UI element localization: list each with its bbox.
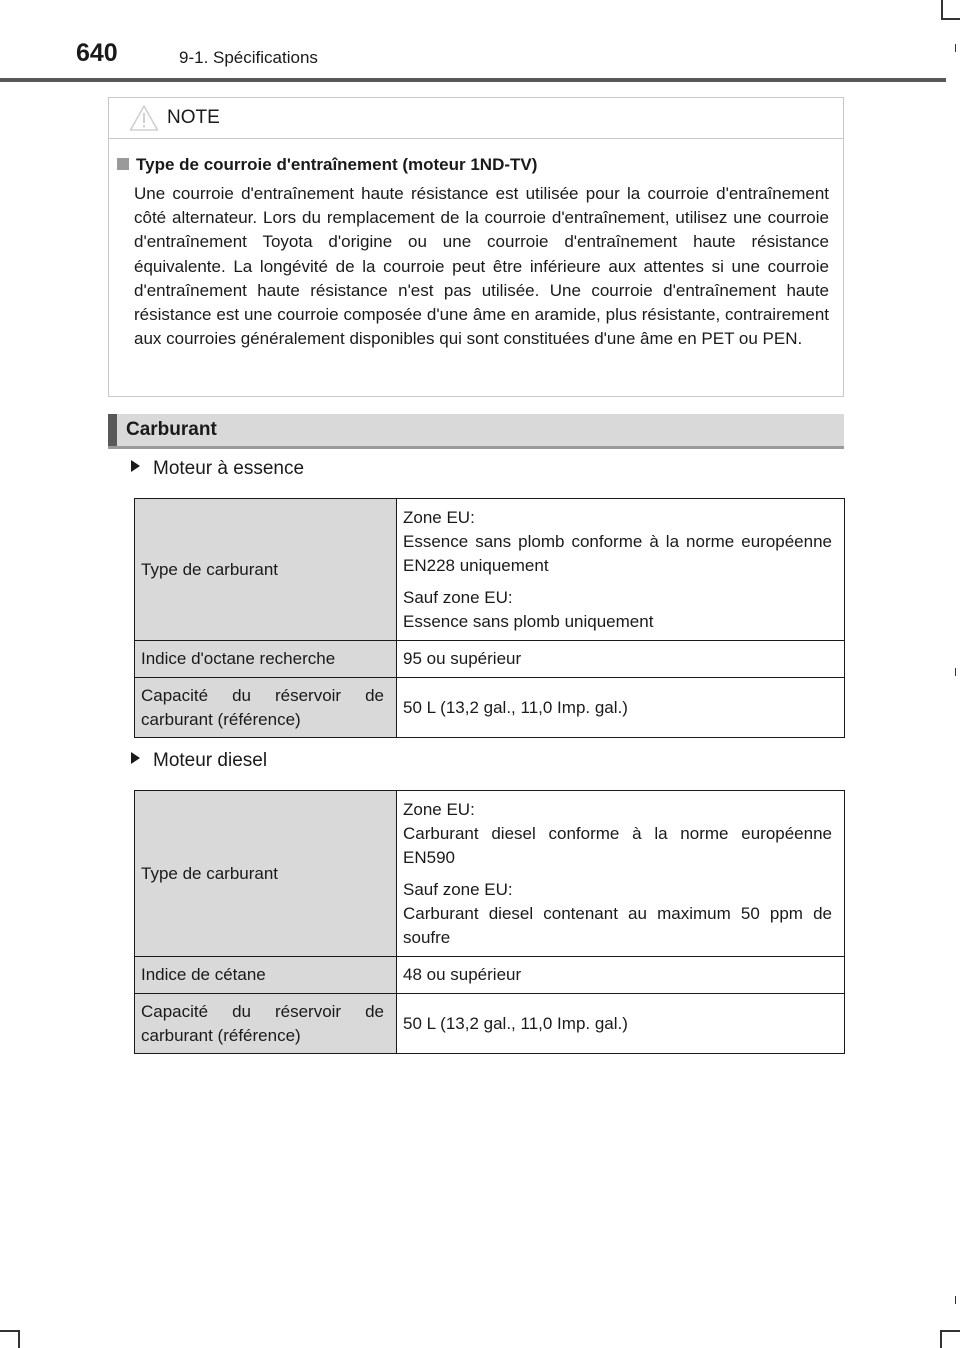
page-number: 640 — [76, 39, 118, 67]
section-band-bar — [108, 414, 117, 446]
crop-mark — [955, 1296, 956, 1304]
spec-line: Zone EU: — [403, 507, 475, 527]
warning-icon — [129, 104, 159, 132]
spec-value: 50 L (13,2 gal., 11,0 Imp. gal.) — [397, 994, 845, 1054]
square-bullet-icon — [117, 158, 129, 170]
spec-line: Sauf zone EU: — [403, 587, 513, 607]
crop-mark — [940, 1330, 960, 1332]
diesel-spec-table — [134, 790, 845, 1054]
spec-value: 95 ou supérieur — [397, 641, 845, 678]
spec-paragraph — [403, 586, 832, 634]
table-row — [135, 957, 845, 994]
spec-line: Zone EU: — [403, 799, 475, 819]
spec-line: Carburant diesel contenant au maximum 50 ppm de soufre — [403, 903, 832, 947]
header-rule — [0, 78, 946, 82]
spec-value: 50 L (13,2 gal., 11,0 Imp. gal.) — [397, 678, 845, 738]
crop-mark — [955, 668, 956, 676]
note-label: NOTE — [167, 107, 220, 128]
table-row — [135, 641, 845, 678]
spec-value — [397, 499, 845, 641]
crop-mark — [18, 1330, 20, 1348]
section-band — [108, 414, 844, 449]
section-band-title: Carburant — [126, 419, 217, 440]
petrol-heading — [131, 458, 304, 480]
table-row — [135, 499, 845, 641]
table-row — [135, 678, 845, 738]
spec-value: 48 ou supérieur — [397, 957, 845, 994]
spec-label: Type de carburant — [135, 499, 397, 641]
spec-line: Carburant diesel conforme à la norme européenne EN590 — [403, 823, 832, 867]
spec-label: Indice d'octane recherche — [135, 641, 397, 678]
diesel-heading — [131, 750, 267, 772]
section-title: 9-1. Spécifications — [179, 48, 318, 67]
note-subtitle-text: Type de courroie d'entraînement (moteur 1ND-TV) — [136, 155, 538, 174]
crop-mark — [0, 1330, 20, 1332]
note-subtitle — [117, 154, 537, 176]
page-header — [0, 0, 960, 82]
note-header — [109, 98, 843, 139]
table-row — [135, 994, 845, 1054]
spec-label: Indice de cétane — [135, 957, 397, 994]
spec-paragraph — [403, 798, 832, 870]
spec-line: Essence sans plomb uniquement — [403, 611, 654, 631]
petrol-heading-text: Moteur à essence — [153, 458, 305, 479]
spec-line: Essence sans plomb conforme à la norme européenne EN228 uniquement — [403, 531, 832, 575]
spec-value — [397, 791, 845, 957]
petrol-spec-table — [134, 498, 845, 738]
note-body: Une courroie d'entraînement haute résistance est utilisée pour la courroie d'entraînement côté alternateur. Lors du remplacement de la courroie d'entraînement, utilisez une courroie d'entraînement Toyota d'origine ou une courroie d'entraînement haute résistance équivalente. La longévité de la courroie peut être inférieure aux attentes si une courroie d'entraînement haute résistance n'est pas utilisée. Une courroie d'entraînement haute résistance est une courroie composée d'une âme en aramide, plus résistante, contrairement aux courroies généralement disponibles qui sont constituées d'une âme en PET ou PEN. — [134, 184, 829, 349]
spec-paragraph — [403, 506, 832, 578]
diesel-heading-text: Moteur diesel — [153, 750, 268, 771]
spec-label: Type de carburant — [135, 791, 397, 957]
spec-label: Capacité du réservoir de carburant (référence) — [135, 994, 397, 1054]
spec-line: Sauf zone EU: — [403, 879, 513, 899]
note-box — [108, 97, 844, 397]
spec-label: Capacité du réservoir de carburant (référence) — [135, 678, 397, 738]
arrow-bullet-icon — [131, 752, 140, 764]
spec-paragraph — [403, 878, 832, 950]
arrow-bullet-icon — [131, 460, 140, 472]
crop-mark — [940, 1330, 942, 1348]
table-row — [135, 791, 845, 957]
